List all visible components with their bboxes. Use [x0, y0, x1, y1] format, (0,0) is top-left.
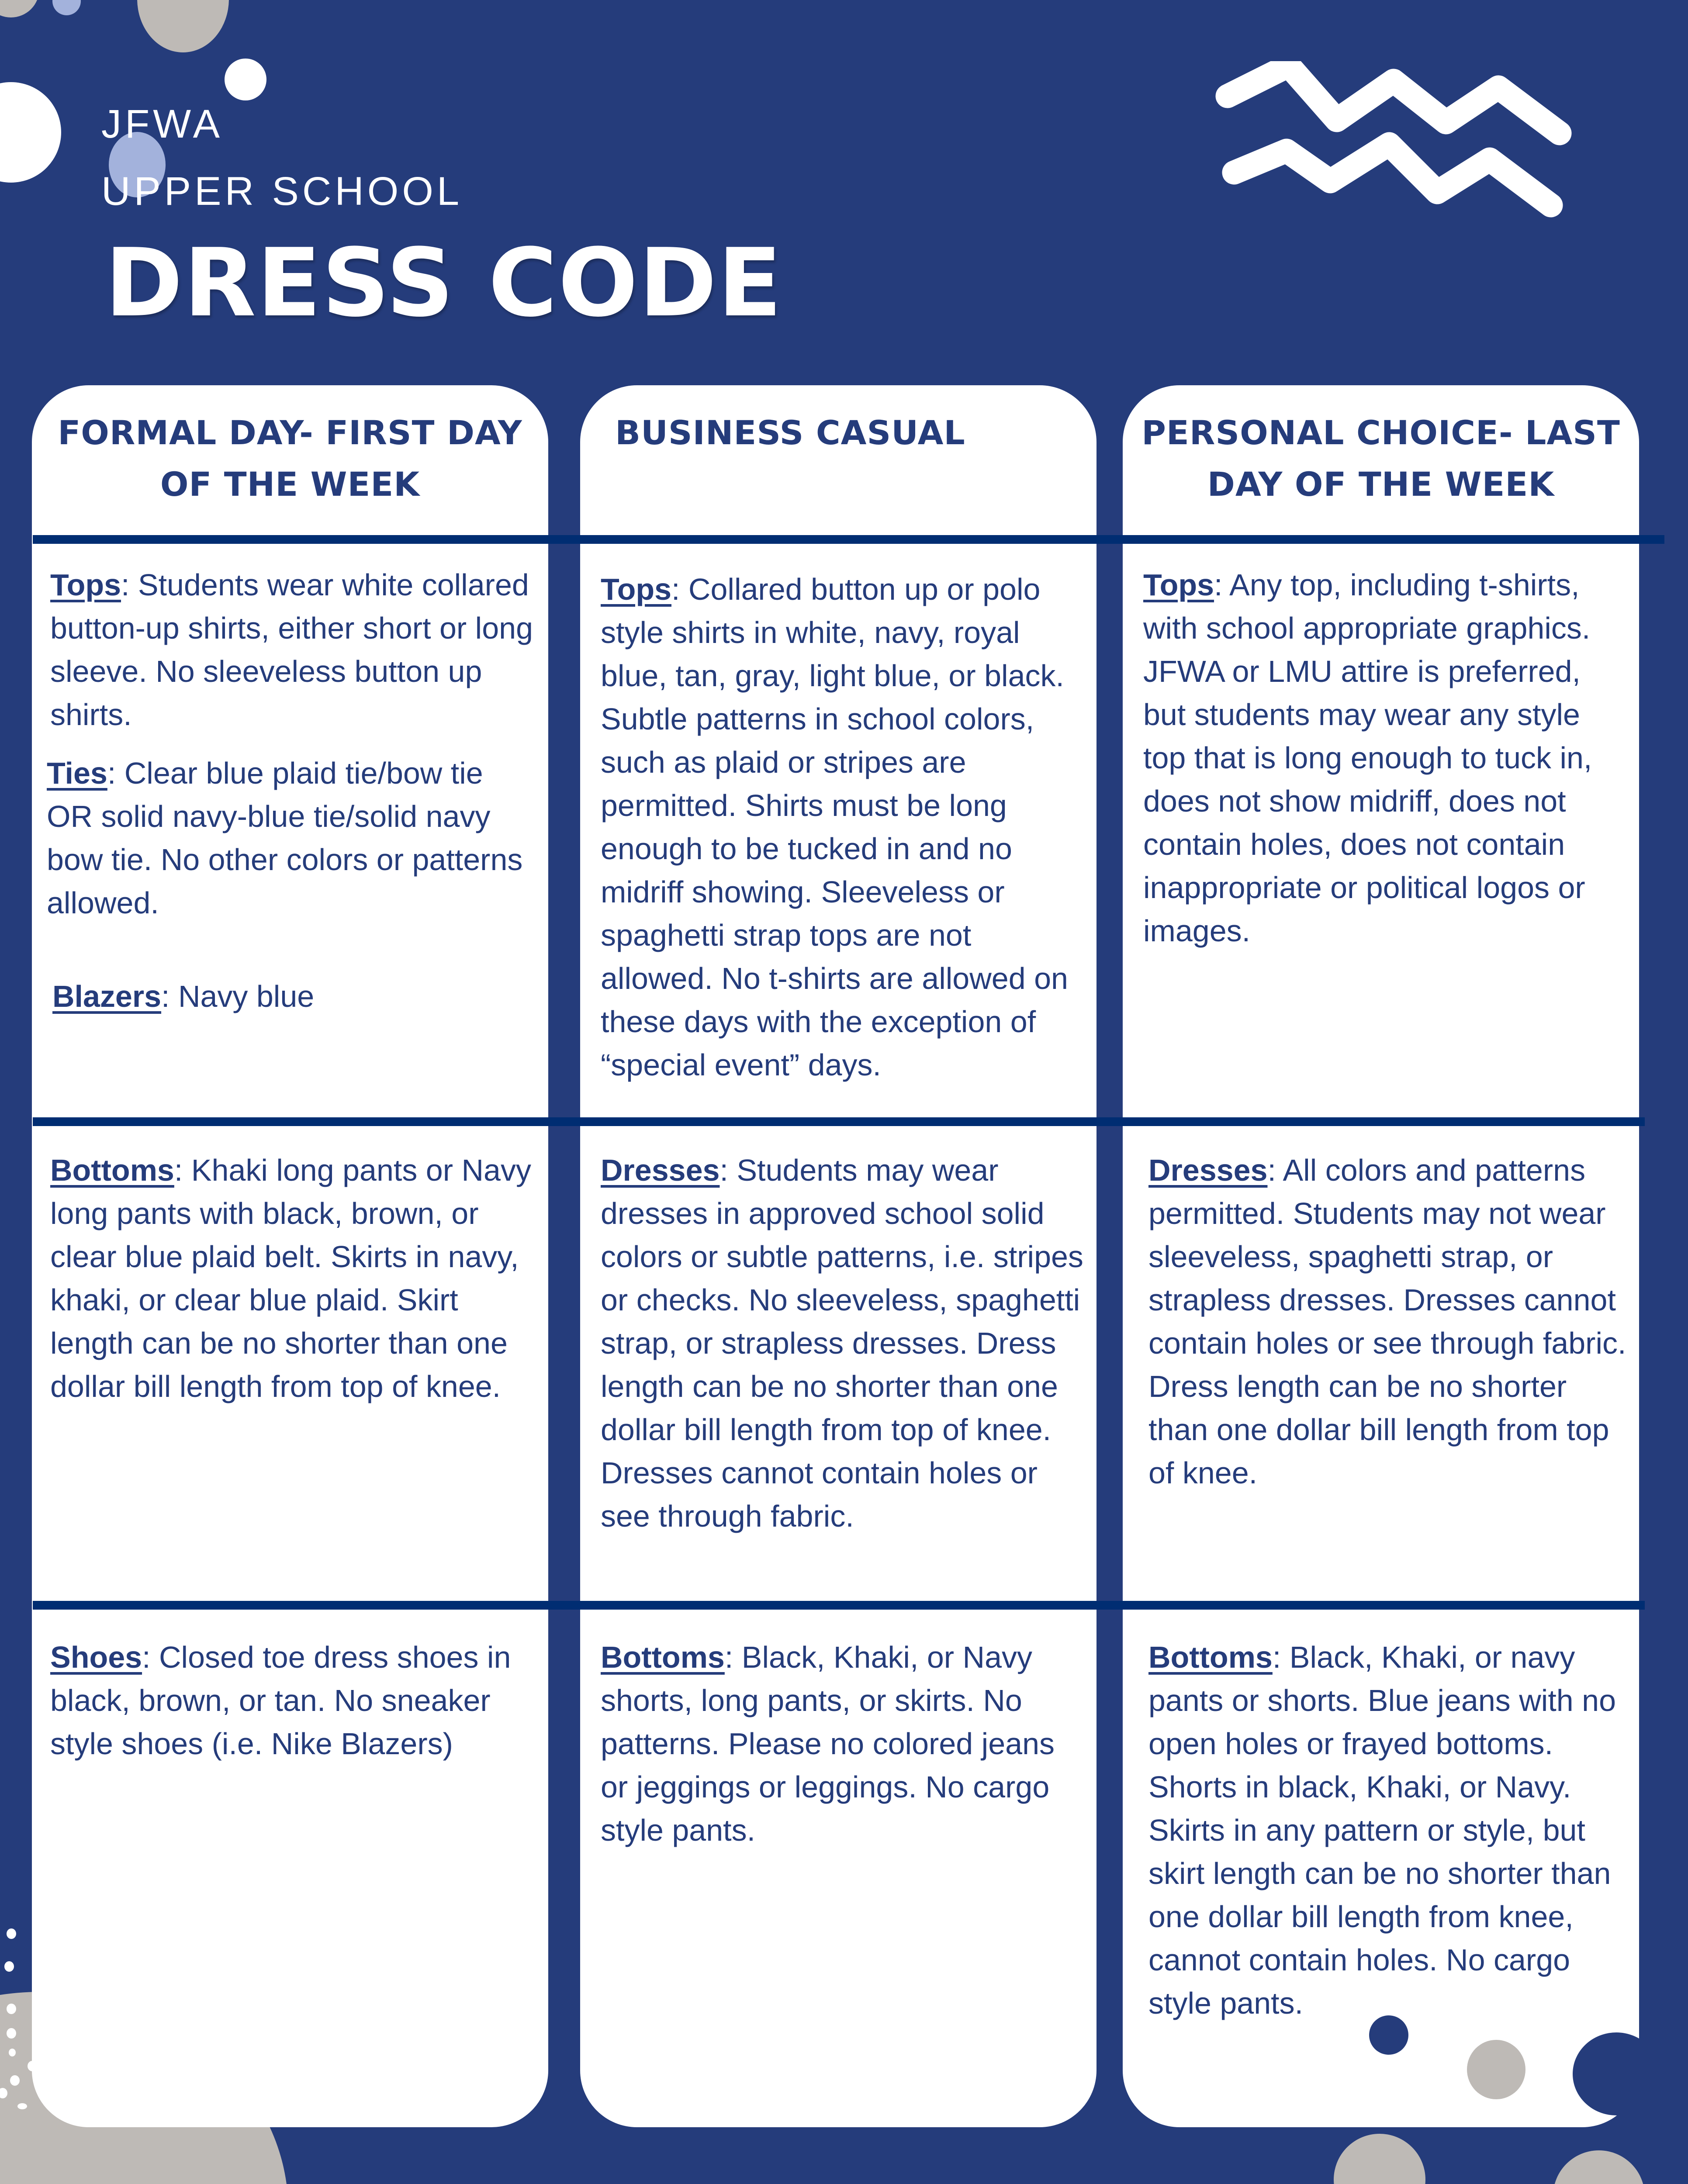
cell-casual-bottoms: Bottoms: Black, Khaki, or Navy shorts, long pants, or skirts. No patterns. Please no colored jeans or jeggings or leggings. No cargo style pants. [601, 1640, 1055, 1847]
cell-personal-bottoms: Bottoms: Black, Khaki, or navy pants or shorts. Blue jeans with no open holes or frayed bottoms. Shorts in black, Khaki, or Navy. Skirts in any pattern or style, but skirt length can be no shorter than one dollar bill length from knee, cannot contain holes. No cargo style pants. [1148, 1640, 1616, 2020]
decor-dot [7, 1928, 16, 1939]
decor-circle-gray-bottom [1553, 2150, 1645, 2184]
cell-personal-tops: Tops: Any top, including t-shirts, with school appropriate graphics. JFWA or LMU attire is preferred, but students may wear any style top that is long enough to tuck in, does not show midriff, does not contain holes, does not contain inappropriate or political logos or images. [1143, 568, 1592, 948]
decor-circle-gray [1467, 2040, 1525, 2099]
cell-formal-tops: Tops: Students wear white collared button-up shirts, either short or long sleeve. No sleeveless button up shirts. Ties: Clear blue plaid tie/bow tie OR solid navy-blue tie/solid navy bow tie. No other colors or patterns allowed. Blazers: Navy blue [47, 568, 533, 1013]
label-ties: Ties [47, 756, 107, 790]
column-title: FORMAL DAY- FIRST DAY OF THE WEEK [58, 413, 522, 504]
decor-dot [4, 1961, 14, 1972]
cell-formal-bottoms: Bottoms: Khaki long pants or Navy long pants with black, brown, or clear blue plaid belt. Skirts in navy, khaki, or clear blue plaid. Skirt length can be no shorter than one dollar bill length from top of knee. [50, 1153, 531, 1403]
decor-circle-navy-large [1573, 2032, 1660, 2115]
decor-dot [86, 2075, 95, 2086]
label-tops: Tops [1143, 568, 1214, 602]
label-tops: Tops [601, 572, 672, 606]
header-divider [33, 535, 1664, 544]
waves-icon [1210, 61, 1603, 232]
decor-dot [98, 2080, 108, 2091]
cell-casual-tops: Tops: Collared button up or polo style shirts in white, navy, royal blue, tan, gray, light blue, or black. Subtle patterns in school colors, such as plaid or stripes are permitted. Shirts must be long enough to be tucked in and no midriff showing. Sleeveless or spaghetti strap tops are not allowed. No t-shirts are allowed on these days with the exception of “special event” days. [601, 572, 1068, 1082]
column-title: PERSONAL CHOICE- LAST DAY OF THE WEEK [1141, 413, 1620, 504]
row-divider-1 [33, 1117, 1645, 1126]
label-tops: Tops [50, 568, 121, 602]
decor-circle-lightblue [52, 0, 81, 15]
label-bottoms: Bottoms [601, 1640, 725, 1674]
decor-dot [28, 2061, 37, 2071]
label-shoes: Shoes [50, 1640, 142, 1674]
label-bottoms: Bottoms [50, 1153, 174, 1187]
cell-formal-shoes: Shoes: Closed toe dress shoes in black, brown, or tan. No sneaker style shoes (i.e. Nike Blazers) [50, 1640, 511, 1761]
cell-casual-dresses: Dresses: Students may wear dresses in approved school solid colors or subtle patterns, i.e. stripes or checks. No sleeveless, spaghetti strap, or strapless dresses. Dress length can be no shorter than one dollar bill length from top of knee. Dresses cannot contain holes or see through fabric. [601, 1153, 1083, 1533]
cell-personal-dresses: Dresses: All colors and patterns permitted. Students may not wear sleeveless, spaghetti strap, or strapless dresses. Dresses cannot contain holes or see through fabric. Dress length can be no shorter than one dollar bill length from top of knee. [1148, 1153, 1626, 1490]
label-blazers: Blazers [52, 979, 162, 1013]
row-divider-2 [33, 1601, 1645, 1610]
decor-circle-gray-large [137, 0, 229, 52]
decor-circle-white-small [225, 59, 266, 100]
decor-dot [7, 2028, 16, 2039]
org-name: JFWA [101, 102, 223, 146]
decor-dot [65, 2086, 72, 2094]
label-bottoms: Bottoms [1148, 1640, 1273, 1674]
label-dresses: Dresses [601, 1153, 720, 1187]
column-title: BUSINESS CASUAL [615, 413, 965, 452]
division-name: UPPER SCHOOL [101, 169, 463, 214]
label-dresses: Dresses [1148, 1153, 1268, 1187]
decor-circle-gray [0, 0, 39, 17]
decor-dot [42, 2091, 52, 2101]
decor-circle-gray-bottom [1334, 2134, 1425, 2184]
decor-dot [7, 2004, 16, 2014]
decor-dot [17, 2103, 27, 2109]
decor-dot [10, 2075, 20, 2086]
decor-circle-white-large [0, 82, 61, 183]
page-title: DRESS CODE [105, 228, 783, 338]
decor-dot [9, 2049, 16, 2056]
decor-circle-navy-small [1369, 2015, 1408, 2055]
